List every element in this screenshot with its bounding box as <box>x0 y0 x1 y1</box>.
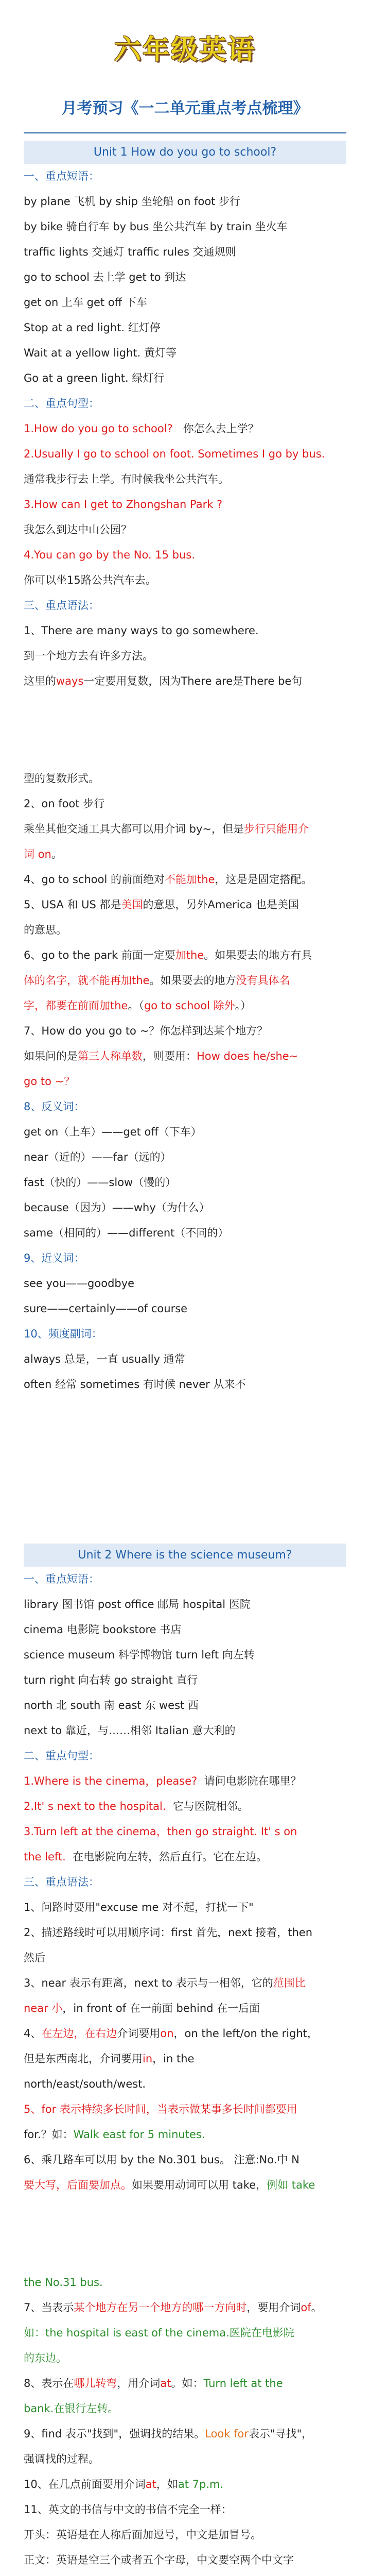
grammar-highlight: 第三人称单数 <box>78 1050 143 1062</box>
grammar-line <box>24 2320 346 2346</box>
phrase-line: turn right 向右转 go straight 直行 <box>24 1674 198 1686</box>
grammar-highlight: near 小 <box>24 2002 63 2014</box>
grammar-line: north/east/south/west. <box>24 2078 146 2090</box>
freq-line: always 总是，一直 usually 通常 <box>24 1353 185 1365</box>
grammar-line <box>24 2472 346 2497</box>
grammar-text: 的意思，另外America 也是美国 <box>143 899 299 911</box>
grammar-line <box>24 1996 346 2021</box>
sentence-en: 2.It' s next to the hospital. <box>24 1800 166 1812</box>
grammar-highlight: on <box>160 2027 174 2040</box>
phrase-line: by plane 飞机 by ship 坐轮船 on foot 步行 <box>24 195 241 208</box>
grammar-highlight: in <box>143 2053 153 2065</box>
sentence-en: the left. <box>24 1851 66 1863</box>
grammar-text: 乘坐其他交通工具大都可以用介词 by~，但是 <box>24 823 244 835</box>
phrase-line: cinema 电影院 bookstore 书店 <box>24 1623 182 1636</box>
grammar-highlight: 步行只能用介 <box>244 823 309 835</box>
grammar-line: 开头：英语是在人称后面加逗号，中文是加冒号。 <box>24 2529 261 2541</box>
grammar-text: 4、go to school 的前面绝对 <box>24 873 165 886</box>
grammar-line: 6、乘几路车可以用 by the No.301 bus。 注意:No.中 N <box>24 2154 299 2166</box>
grammar-text: 如果要用动词可以用 take， <box>132 2179 267 2191</box>
grammar-text: 。如果要去的地方有具 <box>204 949 312 961</box>
section-heading: 一、重点短语： <box>24 1573 99 1585</box>
grammar-text: ，这是是固定搭配。 <box>215 873 312 886</box>
grammar-text: 8、表示在 <box>24 2377 74 2389</box>
phrase-line: go to school 去上学 get to 到达 <box>24 271 186 283</box>
grammar-example: bank. <box>24 2402 54 2415</box>
grammar-text: 9、find 表示"找到"，强调找的结果。 <box>24 2428 205 2440</box>
phrase-line: science museum 科学博物馆 turn left 向左转 <box>24 1649 255 1661</box>
section-heading: 10、频度副词： <box>24 1328 102 1340</box>
grammar-text: 5、USA 和 US 都是 <box>24 899 121 911</box>
section-heading: 一、重点短语： <box>24 170 99 182</box>
sentence-line <box>24 1844 346 1870</box>
antonym-line: get on（上车）——get off（下车） <box>24 1126 202 1138</box>
section-heading: 8、反义词： <box>24 1100 85 1113</box>
grammar-highlight: 没有具体名 <box>236 974 290 987</box>
antonym-line: near（近的）——far（远的） <box>24 1151 171 1163</box>
header <box>0 0 370 118</box>
grammar-text: 。） <box>235 999 252 1012</box>
grammar-text: ，on the left/on the right， <box>173 2027 318 2040</box>
grammar-line <box>24 867 346 892</box>
grammar-highlight: 字，都要在前面加the <box>24 999 128 1012</box>
grammar-line <box>24 2371 346 2396</box>
divider <box>24 132 346 133</box>
grammar-example: the No.31 bus. <box>24 2276 103 2289</box>
grammar-line <box>24 842 346 867</box>
grammar-line <box>24 2295 346 2320</box>
grammar-text: 4、 <box>24 2027 42 2040</box>
sentence-en: 3.How can I get to Zhongshan Park ? <box>24 498 223 511</box>
grammar-line <box>24 669 346 694</box>
grammar-text: 。如果要去的地方 <box>149 974 236 987</box>
sentence-cn: 你怎么去上学？ <box>183 422 259 435</box>
grammar-text: ，如 <box>156 2478 178 2490</box>
section-heading: 三、重点语法： <box>24 1876 99 1888</box>
sentence-en: 3.Turn left at the cinema，then go straight. It' s on <box>24 1825 297 1838</box>
grammar-line: 2、on foot 步行 <box>24 798 105 810</box>
freq-line: often 经常 sometimes 有时候 never 从来不 <box>24 1378 246 1391</box>
grammar-line: 强调找的过程。 <box>24 2453 99 2465</box>
grammar-line: 型的复数形式。 <box>24 772 99 785</box>
grammar-example: 在银行左转。 <box>54 2402 119 2415</box>
grammar-line <box>24 2396 346 2421</box>
grammar-example: 例如 take <box>267 2179 315 2191</box>
grammar-text: 如果问的是 <box>24 1050 78 1062</box>
grammar-line: 正文：英语是空三个或者五个字母，中文要空两个中文字 <box>24 2554 294 2566</box>
grammar-highlight: Look for <box>205 2428 249 2440</box>
grammar-highlight: 美国 <box>121 899 143 911</box>
unit1-content <box>0 164 370 1397</box>
grammar-line: 的意思。 <box>24 924 67 936</box>
page-subtitle: 月考预习《一二单元重点考点梳理》 <box>61 99 309 117</box>
grammar-line: 11、英文的书信与中文的书信不完全一样： <box>24 2503 232 2516</box>
sentence-cn: 通常我步行去上学。有时候我坐公共汽车。 <box>24 473 229 485</box>
grammar-text: 表示"寻找"， <box>248 2428 313 2440</box>
spacer <box>24 694 346 766</box>
grammar-text: 介词要用 <box>117 2027 161 2040</box>
grammar-highlight: 不能加the <box>164 873 215 886</box>
sentence-en: 2.Usually I go to school on foot. Sometimes I go by bus. <box>24 448 325 460</box>
antonym-line: because（因为）——why（为什么） <box>24 1201 210 1214</box>
synonym-line: sure——certainly——of course <box>24 1302 188 1315</box>
section-heading: 三、重点语法： <box>24 599 99 612</box>
grammar-text: 7、当表示 <box>24 2301 74 2314</box>
unit2-content <box>0 1567 370 2576</box>
phrase-line: Go at a green light. 绿灯行 <box>24 372 165 384</box>
grammar-text: ，in the <box>152 2053 195 2065</box>
grammar-line <box>24 993 346 1019</box>
grammar-text: 3、near 表示有距离，next to 表示与一相邻，它的 <box>24 1977 273 1989</box>
sentence-cn: 在电影院向左转，然后直行。它在左边。 <box>73 1851 268 1863</box>
sentence-line <box>24 1794 346 1819</box>
synonym-line: see you——goodbye <box>24 1277 135 1290</box>
unit1-title: Unit 1 How do you go to school? <box>24 141 346 164</box>
antonym-line: same（相同的）——different（不同的） <box>24 1227 229 1239</box>
grammar-text: 6、go to the park 前面一定要 <box>24 949 175 961</box>
grammar-highlight: 某个地方在另一个地方的哪一方向时 <box>74 2301 247 2314</box>
grammar-text: 。如： <box>171 2377 204 2389</box>
grammar-highlight: How does he/she~ <box>197 1050 298 1062</box>
grammar-text: 。（ <box>128 999 144 1012</box>
grammar-line <box>24 943 346 968</box>
grammar-line: 1、问路时要用"excuse me 对不起，打扰一下" <box>24 1901 254 1913</box>
grammar-highlight: at <box>160 2377 171 2389</box>
grammar-text: 。 <box>51 848 62 860</box>
grammar-highlight: of <box>301 2301 311 2314</box>
section-heading: 二、重点句型： <box>24 1750 99 1762</box>
spacer <box>0 1397 370 1536</box>
grammar-text: ，要用介词 <box>246 2301 301 2314</box>
grammar-highlight: 哪儿转弯 <box>74 2377 117 2389</box>
grammar-line <box>24 2573 346 2576</box>
grammar-line <box>24 892 346 918</box>
grammar-example: 如：the hospital is east of the cinema. <box>24 2327 230 2339</box>
grammar-line: 2、描述路线时可以用顺序词：first 首先，next 接着，then <box>24 1926 313 1939</box>
grammar-highlight: 5、for 表示持续多长时间，当表示做某事多长时间都要用 <box>24 2103 297 2115</box>
grammar-highlight: 范围比 <box>273 1977 306 1989</box>
grammar-text: ，则要用： <box>143 1050 197 1062</box>
antonym-line: fast（快的）——slow（慢的） <box>24 1176 177 1189</box>
grammar-highlight: 词 <box>24 848 34 860</box>
grammar-text: 这里的 <box>24 675 56 687</box>
brand-title: 六年级英语 <box>114 35 256 65</box>
phrase-line: by bike 骑自行车 by bus 坐公共汽车 by train 坐火车 <box>24 221 288 233</box>
grammar-line <box>24 2021 346 2046</box>
grammar-text: 但是东西南北，介词要用 <box>24 2053 143 2065</box>
grammar-text: for.？如： <box>24 2128 74 2141</box>
grammar-line <box>24 1044 346 1069</box>
section-heading: 9、近义词： <box>24 1252 85 1264</box>
grammar-text: 一定要用复数，因为There are是There be句 <box>83 675 303 687</box>
grammar-example: 的东边。 <box>24 2352 67 2364</box>
grammar-line <box>24 817 346 842</box>
sentence-line <box>24 416 346 442</box>
sentence-cn: 你可以坐15路公共汽车去。 <box>24 574 156 586</box>
phrase-line: traffic lights 交通灯 traffic rules 交通规则 <box>24 246 236 258</box>
grammar-line <box>24 2046 346 2072</box>
grammar-highlight: on <box>38 848 51 860</box>
grammar-line <box>24 2173 346 2198</box>
grammar-highlight: 加the <box>175 949 204 961</box>
grammar-line: 然后 <box>24 1952 45 1964</box>
sentence-en: 1.Where is the cinema，please? <box>24 1775 198 1787</box>
grammar-highlight: go to school 除外 <box>144 999 235 1012</box>
grammar-line <box>24 2097 346 2122</box>
grammar-line <box>24 2122 346 2147</box>
grammar-example: at 7p.m. <box>178 2478 224 2490</box>
grammar-line: 7、How do you go to ~？你怎样到达某个地方？ <box>24 1025 268 1037</box>
sentence-cn: 我怎么到达中山公园？ <box>24 523 132 536</box>
phrase-line: library 图书馆 post office 邮局 hospital 医院 <box>24 1598 251 1611</box>
spacer <box>24 2198 346 2270</box>
grammar-line <box>24 1971 346 1996</box>
grammar-line: 1、There are many ways to go somewhere. <box>24 624 259 637</box>
section-heading: 二、重点句型： <box>24 397 99 410</box>
phrase-line: next to 靠近，与……相邻 Italian 意大利的 <box>24 1724 236 1737</box>
grammar-line <box>24 968 346 993</box>
sentence-line <box>24 1769 346 1794</box>
grammar-line: go to ~？ <box>24 1075 75 1088</box>
grammar-highlight: 在左边，在右边 <box>41 2027 117 2040</box>
grammar-line: 到一个地方去有许多方法。 <box>24 650 153 662</box>
phrase-line: north 北 south 南 east 东 west 西 <box>24 1699 199 1711</box>
grammar-text: ，用介词 <box>117 2377 161 2389</box>
phrase-line: Stop at a red light. 红灯停 <box>24 321 161 334</box>
grammar-example: Walk east for 5 minutes. <box>73 2128 205 2141</box>
grammar-highlight: ways <box>56 675 84 687</box>
grammar-text: 。 <box>311 2301 322 2314</box>
grammar-highlight: 要大写，后面要加点。 <box>24 2179 132 2191</box>
grammar-line <box>24 2421 346 2447</box>
phrase-line: get on 上车 get off 下车 <box>24 296 147 309</box>
grammar-highlight: 体的名字，就不能再加the <box>24 974 150 987</box>
sentence-cn: 它与医院相邻。 <box>172 1800 249 1812</box>
grammar-example: Turn left at the <box>203 2377 283 2389</box>
phrase-line: Wait at a yellow light. 黄灯等 <box>24 347 177 359</box>
grammar-highlight: at <box>145 2478 156 2490</box>
grammar-text: 10、在几点前面要用介词 <box>24 2478 146 2490</box>
sentence-en: 4.You can go by the No. 15 bus. <box>24 549 195 561</box>
unit2-title: Unit 2 Where is the science museum? <box>24 1544 346 1567</box>
grammar-example: 医院在电影院 <box>229 2327 294 2339</box>
sentence-cn: 请问电影院在哪里？ <box>204 1775 302 1787</box>
sentence-en: 1.How do you go to school? <box>24 422 173 435</box>
grammar-text: ，in front of 在一前面 behind 在一后面 <box>62 2002 260 2014</box>
